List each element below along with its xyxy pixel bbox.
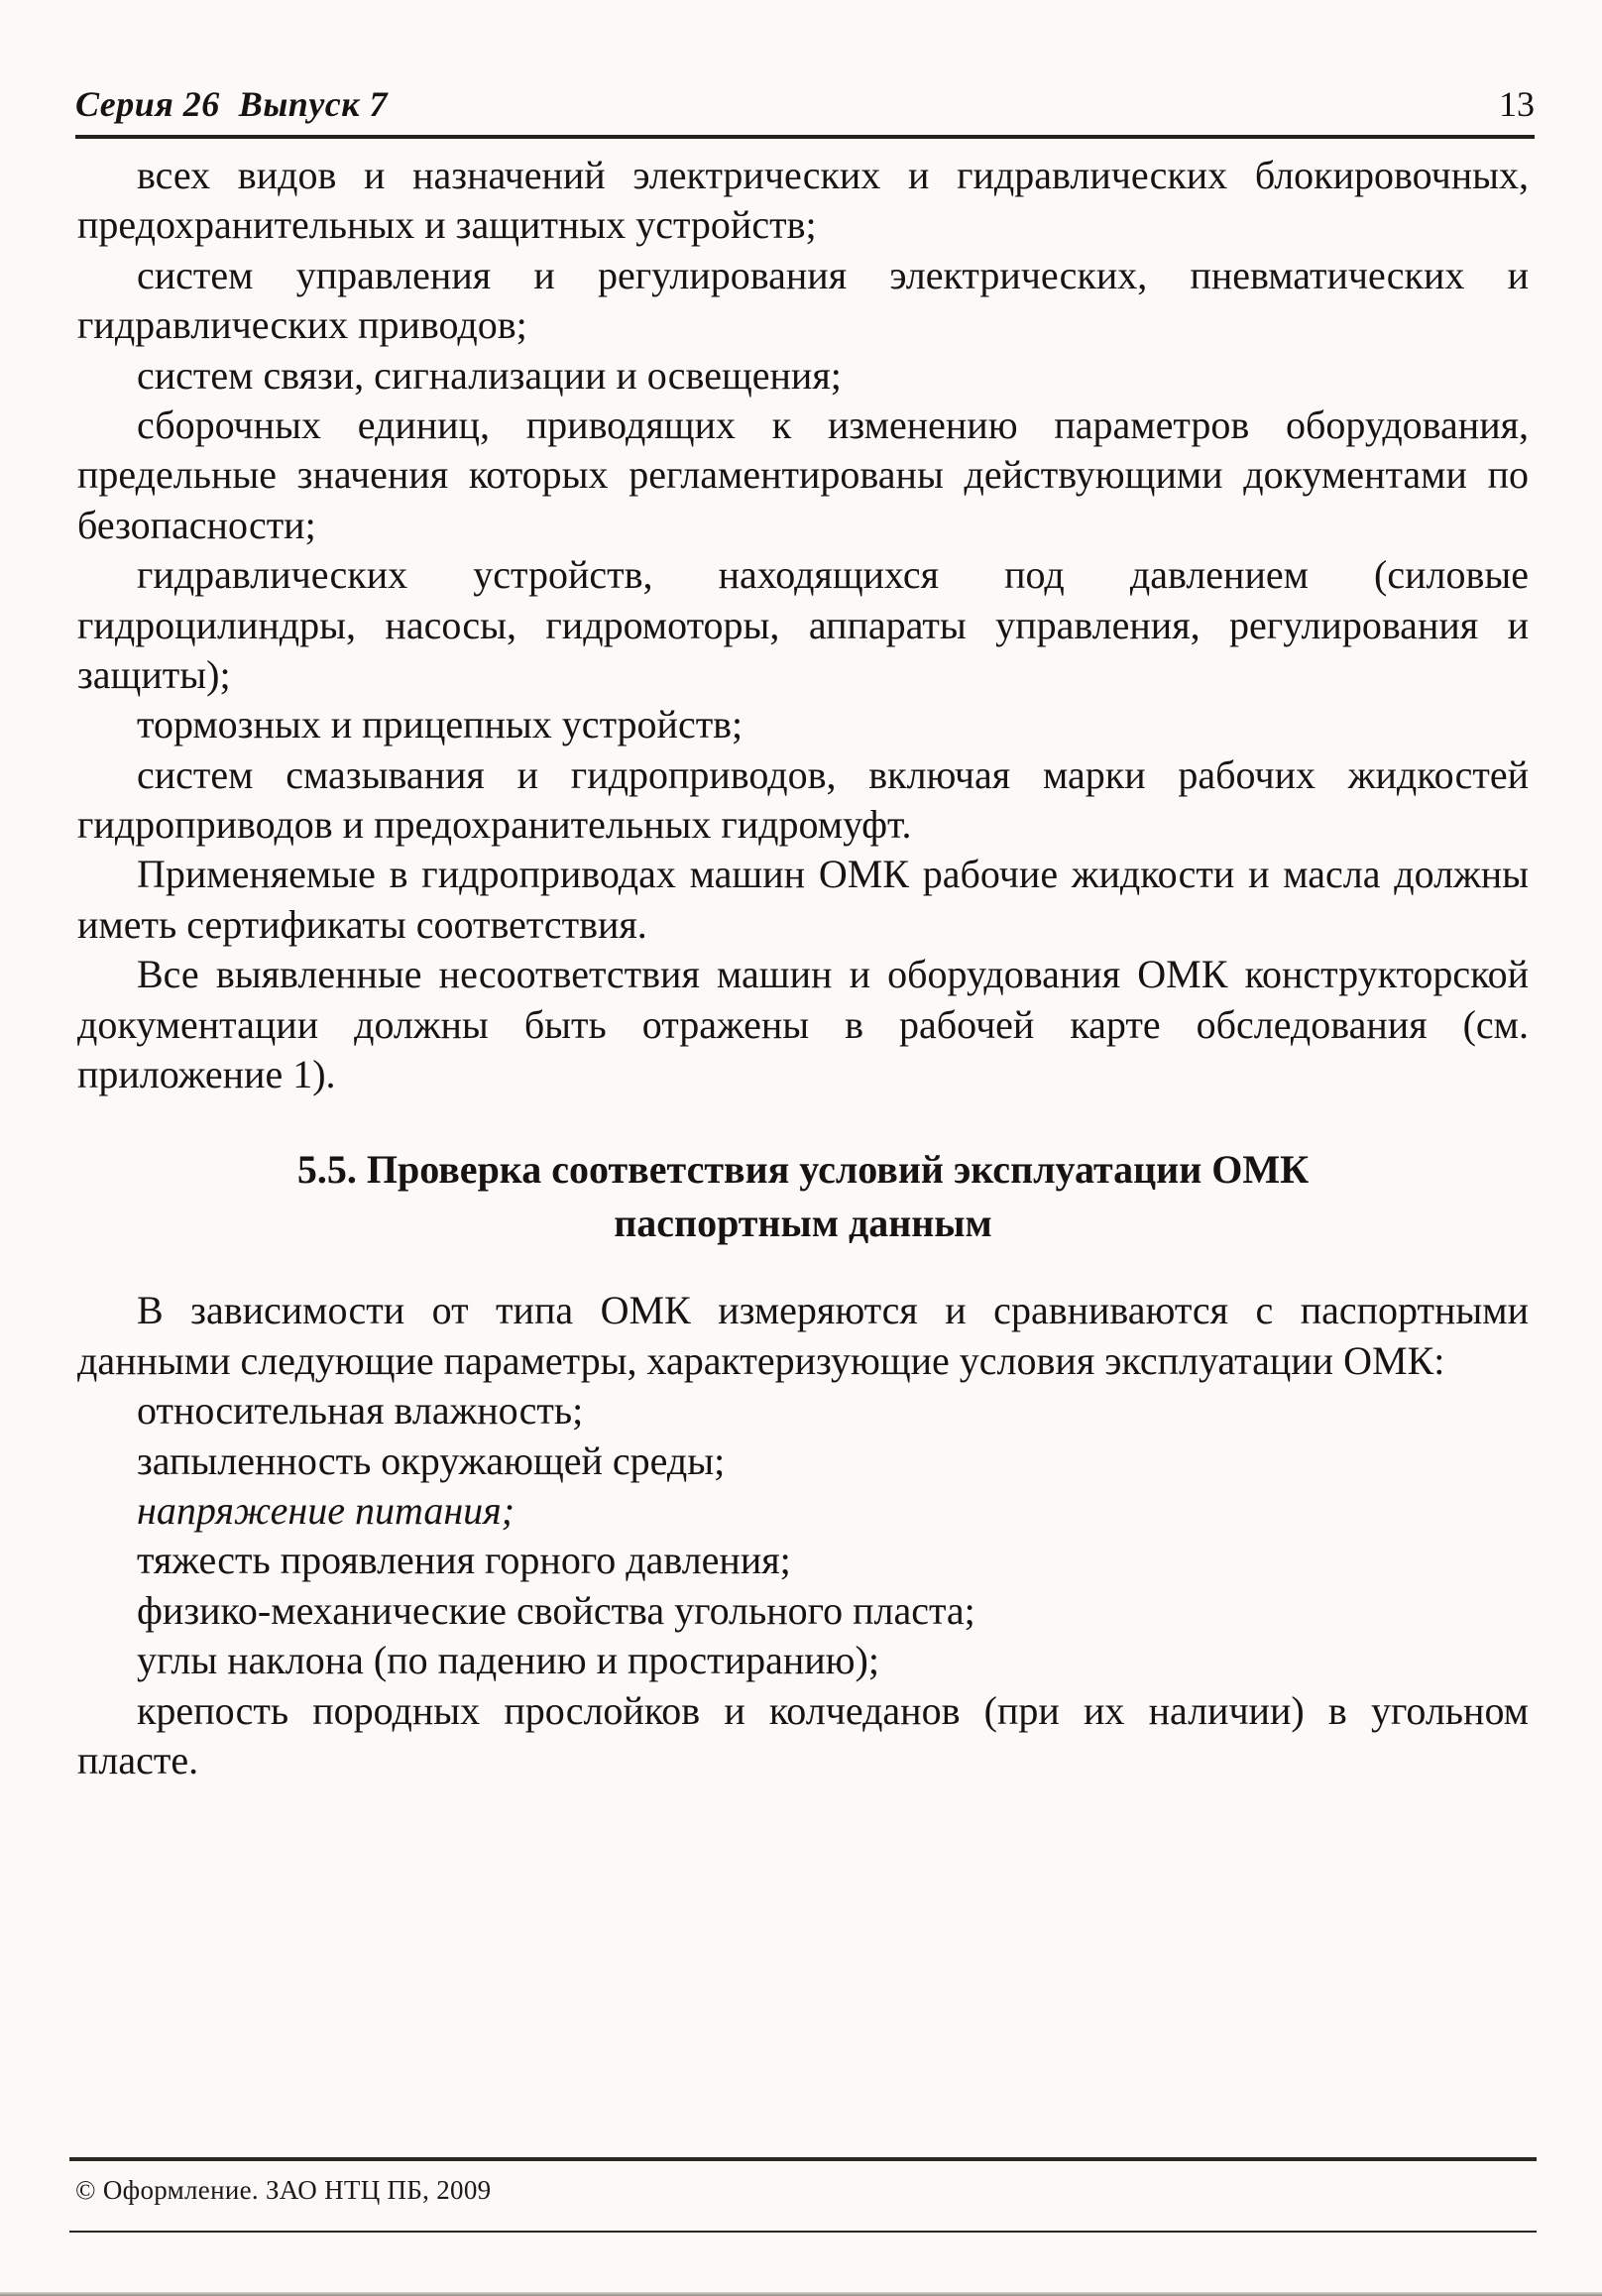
list-item: физико-механические свойства угольного пласта; [137,1587,975,1633]
header-series-title: Серия 26 Выпуск 7 [75,84,389,124]
section-heading-line1: 5.5. Проверка соответствия условий эксплуатации ОМК [296,1147,1310,1193]
scan-edge [0,2292,1602,2296]
paragraph: всех видов и назначений электрических и гидравлических блокировочных, предохранительных и защитных устройств; [77,153,1529,248]
paragraph: гидравлических устройств, находящихся под давлением (силовые гидроцилиндры, насосы, гидромоторы, аппараты управления, регулирования и защиты); [77,552,1529,697]
copyright-text: © Оформление. ЗАО НТЦ ПБ, 2009 [75,2175,492,2205]
paragraph: крепость породных прослойков и колчеданов (при их наличии) в угольном пласте. [77,1687,1529,1782]
section-heading [77,1143,1529,1250]
page-footer [69,2157,1537,2233]
list-item: тяжесть проявления горного давления; [137,1538,791,1583]
page-content [77,151,1529,1785]
paragraph: тормозных и прицепных устройств; [137,702,744,747]
paragraph: Все выявленные несоответствия машин и оборудования ОМК конструкторской документации должны быть отражены в рабочей карте обследования (см. приложение 1). [77,952,1529,1097]
list-item: запыленность окружающей среды; [137,1437,726,1483]
page-header [75,83,1535,139]
list-item: напряжение питания; [137,1487,515,1533]
paragraph: систем управления и регулирования электрических, пневматических и гидравлических приводов; [77,252,1529,348]
list-item: относительная влажность; [137,1388,584,1434]
paragraph: систем смазывания и гидроприводов, включая марки рабочих жидкостей гидроприводов и предохранительных гидромуфт. [77,751,1529,848]
section-heading-line2: паспортным данным [614,1201,992,1246]
paragraph: сборочных единиц, приводящих к изменению параметров оборудования, предельные значения которых регламентированы действующими документами по безопасности; [77,402,1529,547]
paragraph: систем связи, сигнализации и освещения; [137,352,842,398]
paragraph: Применяемые в гидроприводах машин ОМК рабочие жидкости и масла должны иметь сертификаты соответствия. [77,852,1529,947]
list-item: углы наклона (по падению и простиранию); [137,1638,879,1683]
paragraph: В зависимости от типа ОМК измеряются и сравниваются с паспортными данными следующие параметры, характеризующие условия эксплуатации ОМК: [77,1288,1529,1383]
page-number: 13 [1499,84,1535,124]
